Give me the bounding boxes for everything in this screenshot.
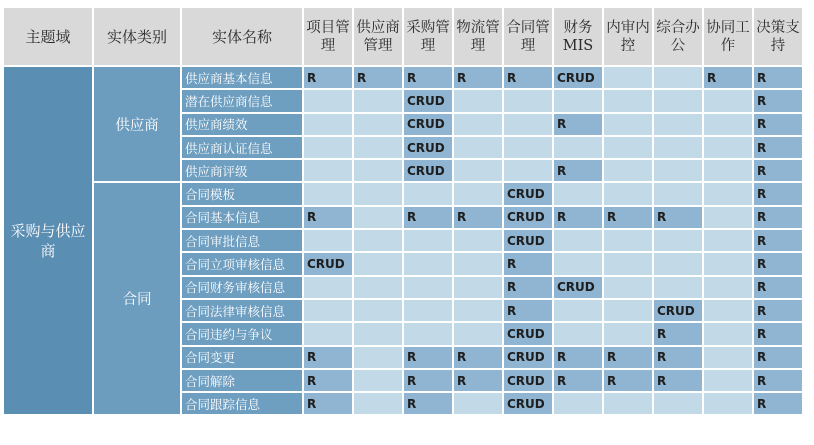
access-cell: R	[304, 67, 352, 88]
entity-name-cell: 合同法律审核信息	[182, 300, 302, 321]
access-cell: R	[554, 114, 602, 135]
access-cell	[654, 393, 702, 414]
access-cell	[704, 230, 752, 251]
access-cell	[454, 114, 502, 135]
access-cell	[554, 393, 602, 414]
entity-name-cell: 供应商基本信息	[182, 67, 302, 88]
access-cell	[504, 114, 552, 135]
access-cell: CRUD	[404, 160, 452, 181]
access-cell	[404, 183, 452, 204]
access-cell	[404, 300, 452, 321]
access-cell	[354, 347, 402, 368]
access-cell: R	[754, 393, 802, 414]
access-cell: R	[754, 137, 802, 158]
access-cell	[554, 183, 602, 204]
access-cell: R	[554, 160, 602, 181]
access-cell	[454, 300, 502, 321]
access-cell	[354, 230, 402, 251]
header-system: 决策支持	[754, 8, 802, 65]
access-cell: CRUD	[554, 67, 602, 88]
access-cell	[504, 160, 552, 181]
access-cell: CRUD	[404, 137, 452, 158]
access-cell	[354, 370, 402, 391]
access-cell	[554, 253, 602, 274]
access-cell	[654, 183, 702, 204]
access-cell	[704, 160, 752, 181]
matrix-row	[4, 183, 802, 204]
access-cell	[304, 183, 352, 204]
access-cell	[604, 137, 652, 158]
access-cell: CRUD	[504, 323, 552, 344]
access-cell: CRUD	[504, 230, 552, 251]
access-cell	[704, 277, 752, 298]
access-cell	[454, 277, 502, 298]
access-cell: R	[754, 207, 802, 228]
entity-name-cell: 合同违约与争议	[182, 323, 302, 344]
access-cell: R	[404, 347, 452, 368]
access-cell: CRUD	[404, 90, 452, 111]
access-cell	[354, 137, 402, 158]
access-cell	[654, 230, 702, 251]
access-cell	[304, 90, 352, 111]
access-cell: R	[554, 370, 602, 391]
entity-name-cell: 合同立项审核信息	[182, 253, 302, 274]
matrix-body	[4, 67, 802, 414]
access-cell: R	[404, 207, 452, 228]
access-cell	[654, 114, 702, 135]
entity-name-cell: 合同解除	[182, 370, 302, 391]
access-cell: R	[554, 207, 602, 228]
access-cell	[704, 183, 752, 204]
access-cell	[554, 137, 602, 158]
access-cell: R	[704, 67, 752, 88]
access-cell: R	[454, 67, 502, 88]
access-cell	[554, 90, 602, 111]
access-cell	[454, 393, 502, 414]
access-cell: CRUD	[504, 207, 552, 228]
access-cell: R	[554, 347, 602, 368]
access-cell	[354, 277, 402, 298]
access-cell	[654, 160, 702, 181]
entity-name-cell: 合同财务审核信息	[182, 277, 302, 298]
access-cell: CRUD	[504, 183, 552, 204]
access-cell: R	[754, 347, 802, 368]
crud-matrix-table	[2, 6, 804, 416]
access-cell	[654, 137, 702, 158]
access-cell: R	[604, 207, 652, 228]
access-cell	[704, 137, 752, 158]
entity-name-cell: 合同基本信息	[182, 207, 302, 228]
access-cell: R	[454, 370, 502, 391]
access-cell	[354, 90, 402, 111]
access-cell	[704, 393, 752, 414]
access-cell	[354, 183, 402, 204]
access-cell	[704, 90, 752, 111]
access-cell: R	[604, 370, 652, 391]
access-cell	[504, 90, 552, 111]
access-cell: R	[304, 347, 352, 368]
access-cell: R	[654, 323, 702, 344]
access-cell: R	[454, 347, 502, 368]
access-cell	[604, 114, 652, 135]
access-cell: R	[754, 370, 802, 391]
access-cell: R	[404, 393, 452, 414]
access-cell	[454, 253, 502, 274]
header-system: 综合办公	[654, 8, 702, 65]
access-cell	[604, 300, 652, 321]
access-cell	[604, 253, 652, 274]
access-cell	[304, 114, 352, 135]
access-cell	[604, 230, 652, 251]
access-cell: R	[754, 67, 802, 88]
entity-name-cell: 供应商评级	[182, 160, 302, 181]
access-cell: R	[604, 347, 652, 368]
access-cell: R	[754, 300, 802, 321]
access-cell	[604, 160, 652, 181]
access-cell: R	[754, 230, 802, 251]
access-cell	[454, 137, 502, 158]
access-cell	[704, 253, 752, 274]
category-cell: 合同	[94, 183, 180, 414]
access-cell: CRUD	[504, 393, 552, 414]
access-cell	[704, 207, 752, 228]
access-cell: CRUD	[404, 114, 452, 135]
access-cell: R	[754, 323, 802, 344]
access-cell: R	[404, 67, 452, 88]
entity-name-cell: 合同模板	[182, 183, 302, 204]
access-cell	[454, 323, 502, 344]
header-system: 供应商管理	[354, 8, 402, 65]
access-cell: R	[304, 370, 352, 391]
access-cell: R	[304, 207, 352, 228]
access-cell	[604, 277, 652, 298]
header-system: 内审内控	[604, 8, 652, 65]
access-cell	[654, 90, 702, 111]
access-cell	[554, 323, 602, 344]
access-cell	[404, 323, 452, 344]
access-cell: R	[654, 347, 702, 368]
header-category: 实体类别	[94, 8, 180, 65]
access-cell: R	[754, 90, 802, 111]
access-cell: R	[354, 67, 402, 88]
access-cell: R	[754, 160, 802, 181]
access-cell	[704, 114, 752, 135]
access-cell: CRUD	[654, 300, 702, 321]
access-cell: R	[754, 277, 802, 298]
access-cell	[304, 323, 352, 344]
access-cell	[304, 277, 352, 298]
domain-cell: 采购与供应商	[4, 67, 92, 414]
access-cell	[454, 160, 502, 181]
header-system: 物流管理	[454, 8, 502, 65]
entity-name-cell: 供应商认证信息	[182, 137, 302, 158]
access-cell	[354, 160, 402, 181]
entity-name-cell: 供应商绩效	[182, 114, 302, 135]
access-cell	[704, 323, 752, 344]
access-cell: R	[654, 207, 702, 228]
access-cell: R	[404, 370, 452, 391]
access-cell	[304, 300, 352, 321]
access-cell	[354, 323, 402, 344]
entity-name-cell: 合同变更	[182, 347, 302, 368]
header-system: 项目管理	[304, 8, 352, 65]
access-cell: CRUD	[504, 370, 552, 391]
access-cell	[454, 230, 502, 251]
access-cell	[404, 230, 452, 251]
access-cell	[704, 347, 752, 368]
access-cell: R	[454, 207, 502, 228]
access-cell	[354, 300, 402, 321]
access-cell	[554, 300, 602, 321]
access-cell: R	[504, 300, 552, 321]
header-system: 合同管理	[504, 8, 552, 65]
access-cell	[704, 370, 752, 391]
access-cell	[404, 277, 452, 298]
access-cell	[504, 137, 552, 158]
access-cell	[304, 137, 352, 158]
access-cell	[454, 183, 502, 204]
access-cell	[604, 90, 652, 111]
access-cell	[604, 67, 652, 88]
access-cell: R	[754, 253, 802, 274]
access-cell	[554, 230, 602, 251]
access-cell	[704, 300, 752, 321]
access-cell	[654, 253, 702, 274]
access-cell: R	[304, 393, 352, 414]
header-system: 采购管理	[404, 8, 452, 65]
access-cell: R	[754, 183, 802, 204]
access-cell: R	[504, 67, 552, 88]
access-cell	[604, 183, 652, 204]
access-cell	[354, 114, 402, 135]
access-cell: R	[654, 370, 702, 391]
access-cell	[404, 253, 452, 274]
access-cell	[654, 277, 702, 298]
access-cell: CRUD	[304, 253, 352, 274]
access-cell	[354, 207, 402, 228]
access-cell	[304, 230, 352, 251]
matrix-row	[4, 67, 802, 88]
access-cell: CRUD	[504, 347, 552, 368]
access-cell: CRUD	[554, 277, 602, 298]
access-cell	[354, 253, 402, 274]
access-cell	[604, 393, 652, 414]
access-cell	[354, 393, 402, 414]
access-cell: R	[754, 114, 802, 135]
access-cell: R	[504, 277, 552, 298]
entity-name-cell: 潜在供应商信息	[182, 90, 302, 111]
header-system: 协同工作	[704, 8, 752, 65]
access-cell	[604, 323, 652, 344]
access-cell	[454, 90, 502, 111]
header-domain: 主题域	[4, 8, 92, 65]
entity-name-cell: 合同审批信息	[182, 230, 302, 251]
access-cell: R	[504, 253, 552, 274]
category-cell: 供应商	[94, 67, 180, 181]
header-entity: 实体名称	[182, 8, 302, 65]
header-row	[4, 8, 802, 65]
header-system: 财务MIS	[554, 8, 602, 65]
access-cell	[654, 67, 702, 88]
access-cell	[304, 160, 352, 181]
entity-name-cell: 合同跟踪信息	[182, 393, 302, 414]
